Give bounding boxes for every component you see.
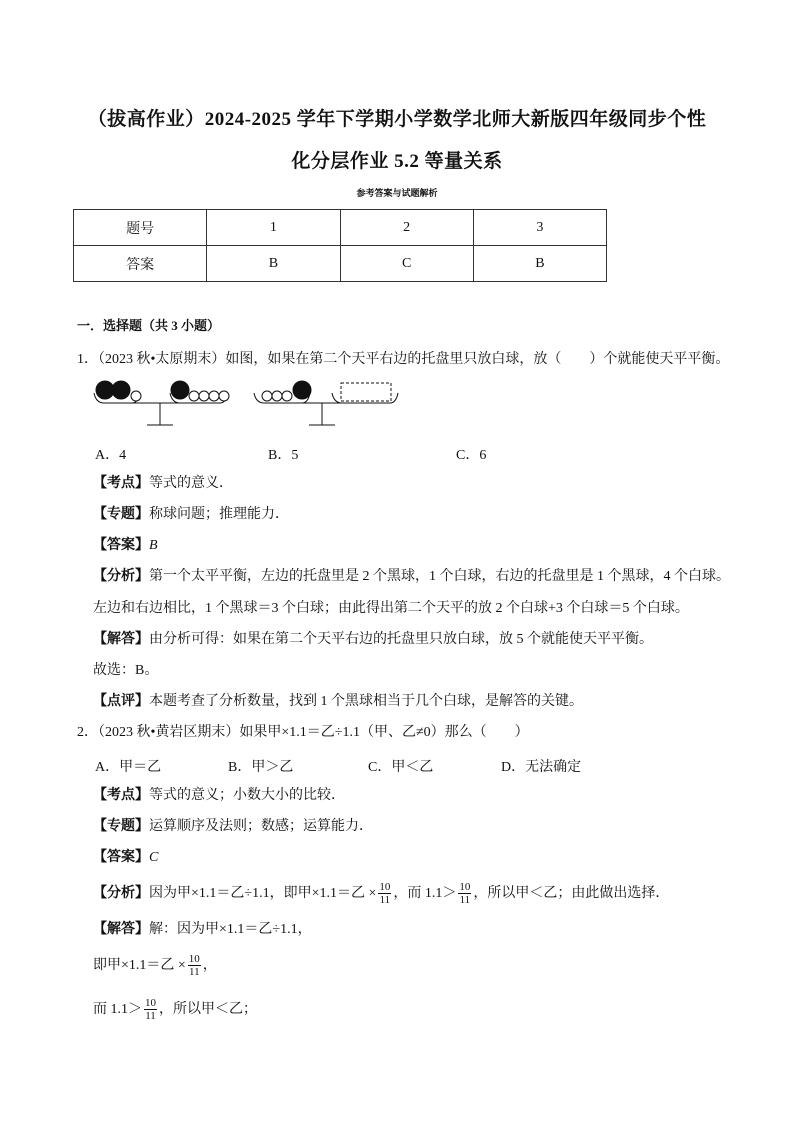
fraction-numerator: 10	[188, 953, 200, 966]
label-jieda: 【解答】	[93, 632, 149, 647]
question-2-stem: 2．（2023 秋•黄岩区期末）如果甲×1.1＝乙÷1.1（甲、乙≠0）那么（ ）	[77, 725, 529, 740]
q1-zhuanti	[93, 505, 289, 525]
fraction-denominator: 11	[459, 894, 471, 907]
label-fenxi: 【分析】	[93, 569, 149, 584]
q2-jieda-line2	[93, 946, 217, 986]
label-jieda: 【解答】	[93, 922, 149, 937]
q2-jieda-line3	[93, 990, 257, 1030]
label-kaodian: 【考点】	[93, 788, 149, 803]
label-kaodian: 【考点】	[93, 476, 149, 491]
table-cell: 1	[207, 210, 340, 246]
fraction-numerator: 10	[145, 997, 156, 1010]
q2-zhuanti-text: 运算顺序及法则；数感；运算能力．	[149, 819, 373, 834]
q2-daan	[93, 848, 158, 868]
q1-dianping-text: 本题考查了分析数量，找到 1 个黑球相当于几个白球，是解答的关键。	[149, 694, 583, 709]
table-cell: B	[473, 246, 606, 282]
document-title-line2: 化分层作业 5.2 等量关系	[291, 151, 503, 172]
q2-kaodian	[93, 786, 345, 806]
fraction	[144, 997, 157, 1022]
label-dianping: 【点评】	[93, 694, 149, 709]
table-row	[74, 246, 607, 282]
q1-fenxi	[93, 567, 730, 587]
balance-2	[254, 381, 398, 425]
q1-zhuanti-text: 称球问题；推理能力．	[149, 507, 289, 522]
q2-option-b: B．甲＞乙	[228, 760, 294, 775]
fraction-numerator: 10	[379, 881, 391, 894]
q1-option-a: A．4	[95, 448, 127, 463]
section-heading: 一．选择题（共 3 小题）	[77, 318, 221, 333]
q2-jieda	[93, 920, 312, 940]
label-fenxi: 【分析】	[93, 886, 149, 901]
q1-kaodian-text: 等式的意义．	[149, 476, 233, 491]
label-daan: 【答案】	[93, 850, 149, 865]
label-daan: 【答案】	[93, 538, 149, 553]
q1-option-c: C．6	[456, 448, 487, 463]
q2-fenxi-text-b: ，而 1.1＞	[393, 886, 457, 901]
fraction-denominator: 11	[145, 1010, 156, 1023]
table-cell: 答案	[74, 246, 207, 282]
q1-fenxi-line2: 左边和右边相比，1 个黑球＝3 个白球；由此得出第二个天平的放 2 个白球+3 个白球＝5 个白球。	[93, 601, 689, 616]
q1-daan-text: B	[149, 538, 158, 553]
q2-option-a: A．甲＝乙	[95, 760, 162, 775]
fraction-numerator: 10	[459, 881, 471, 894]
fraction	[378, 881, 391, 906]
q2-kaodian-text: 等式的意义；小数大小的比较．	[149, 788, 345, 803]
q1-dianping	[93, 692, 583, 712]
document-title-line1: （拔高作业）2024-2025 学年下学期小学数学北师大新版四年级同步个性	[87, 109, 707, 130]
q1-fenxi-text: 第一个太平平衡，左边的托盘里是 2 个黑球，1 个白球，右边的托盘里是 1 个黑球，4 个白球。	[149, 569, 730, 584]
q2-jieda-text: 解：因为甲×1.1＝乙÷1.1，	[149, 922, 312, 937]
question-1-stem: 1．（2023 秋•太原期末）如图，如果在第二个天平右边的托盘里只放白球，放（ ）个就能使天平平衡。	[77, 352, 730, 367]
table-row	[74, 210, 607, 246]
fraction-denominator: 11	[379, 894, 391, 907]
table-cell: C	[340, 246, 473, 282]
q2-jieda2-text: 即甲×1.1＝乙 ×	[93, 958, 186, 973]
label-zhuanti: 【专题】	[93, 819, 149, 834]
q1-jieda	[93, 630, 653, 650]
table-cell: B	[207, 246, 340, 282]
q2-jieda3-text-b: ，所以甲＜乙；	[159, 1002, 257, 1017]
q1-daan	[93, 536, 158, 556]
q2-fenxi	[93, 874, 669, 914]
q2-fenxi-text-c: ，所以甲＜乙；由此做出选择．	[473, 886, 670, 901]
q2-jieda3-text-a: 而 1.1＞	[93, 1002, 142, 1017]
balance-1	[94, 381, 229, 425]
balance-scale-figure	[92, 379, 412, 429]
q2-fenxi-text-a: 因为甲×1.1＝乙÷1.1，即甲×1.1＝乙 ×	[149, 886, 377, 901]
table-cell: 3	[473, 210, 606, 246]
table-cell: 2	[340, 210, 473, 246]
q2-zhuanti	[93, 817, 373, 837]
q2-option-c: C．甲＜乙	[368, 760, 434, 775]
q1-option-b: B．5	[268, 448, 299, 463]
fraction	[188, 953, 201, 978]
label-zhuanti: 【专题】	[93, 507, 149, 522]
table-cell: 题号	[74, 210, 207, 246]
q1-kaodian	[93, 474, 233, 494]
q2-daan-text: C	[149, 850, 159, 865]
q2-option-d: D．无法确定	[501, 760, 582, 775]
fraction-denominator: 11	[189, 966, 200, 979]
q2-jieda2-end: ，	[202, 958, 217, 973]
document-subtitle: 参考答案与试题解析	[356, 188, 438, 198]
q1-guxuan: 故选：B。	[93, 663, 159, 678]
answer-table	[73, 209, 607, 282]
q1-jieda-text: 由分析可得：如果在第二个天平右边的托盘里只放白球，放 5 个就能使天平平衡。	[149, 632, 653, 647]
fraction	[458, 881, 471, 906]
